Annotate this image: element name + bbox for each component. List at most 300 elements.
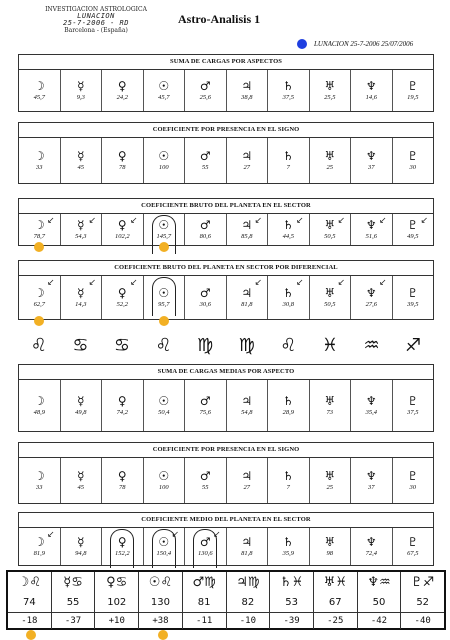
table-cell	[227, 380, 269, 431]
circled-mark	[152, 277, 176, 316]
table-cell	[185, 70, 227, 111]
planet-glyph-icon: ☉	[158, 535, 170, 549]
document-page	[4, 2, 444, 638]
table-cell	[185, 138, 227, 183]
table-cell	[102, 276, 144, 319]
arrow-mark-icon: ↙	[129, 216, 138, 226]
arrow-mark-icon: ↙	[420, 216, 428, 226]
planet-value: 9,3	[76, 94, 85, 101]
planet-glyph-icon: ♄	[282, 469, 294, 483]
planet-value: 28,9	[282, 409, 294, 416]
planet-glyph-icon: ♀	[117, 218, 127, 232]
planet-value: 78	[119, 164, 126, 171]
planet-glyph-icon: ☽	[33, 286, 45, 300]
hand-glyph-cell: ♆♒	[358, 572, 402, 592]
planet-glyph-icon: ♃	[241, 79, 253, 93]
hand-value-cell: 55	[52, 592, 96, 612]
table-row	[19, 70, 433, 111]
planet-glyph-icon: ♅	[324, 535, 336, 549]
table-cell	[393, 138, 434, 183]
table-cell	[393, 276, 434, 319]
planet-glyph-icon: ☉	[158, 394, 170, 408]
lunation-date: LUNACION 25-7-2006 25/07/2006	[314, 40, 414, 48]
hand-value-cell: 53	[270, 592, 314, 612]
planet-value: 7	[286, 164, 290, 171]
planet-value: 39,5	[407, 301, 419, 308]
planet-value: 50,5	[324, 301, 336, 308]
table-title: COEFICIENTE POR PRESENCIA EN EL SIGNO	[19, 443, 433, 458]
planet-value: 37	[368, 164, 375, 171]
planet-table-2	[18, 122, 434, 184]
hand-diff-cell: -39	[270, 613, 314, 629]
hand-diff-cell: -25	[314, 613, 358, 629]
table-cell	[351, 70, 393, 111]
table-row	[19, 380, 433, 431]
arrow-mark-icon: ↙	[337, 278, 345, 288]
planet-glyph-icon: ♀	[117, 286, 127, 300]
table-cell	[144, 70, 186, 111]
planet-table-5	[18, 364, 434, 432]
planet-value: 49,5	[407, 233, 419, 240]
yellow-marker-dot	[34, 316, 44, 326]
planet-glyph-icon: ♇	[407, 79, 419, 93]
planet-glyph-icon: ☿	[77, 469, 85, 483]
planet-glyph-icon: ☉	[158, 79, 170, 93]
table-cell	[61, 458, 103, 503]
planet-glyph-icon: ☽	[33, 535, 45, 549]
planet-table-4	[18, 260, 434, 320]
planet-table-1	[18, 54, 434, 112]
planet-glyph-icon: ♂	[199, 149, 211, 163]
planet-value: 45,7	[158, 94, 170, 101]
planet-glyph-icon: ☿	[77, 535, 85, 549]
planet-table-6	[18, 442, 434, 504]
hand-glyph-cell: ♀♋	[95, 572, 139, 592]
planet-value: 35,4	[365, 409, 377, 416]
yellow-marker-dot	[159, 316, 169, 326]
planet-glyph-icon: ♆	[365, 394, 377, 408]
table-cell	[351, 214, 393, 245]
zodiac-sign-icon: ♋	[113, 334, 131, 356]
hand-diff-cell: -40	[414, 616, 431, 626]
planet-value: 25	[326, 484, 333, 491]
planet-glyph-icon: ♄	[282, 286, 294, 300]
table-cell	[268, 276, 310, 319]
arrow-mark-icon: ↙	[46, 278, 55, 288]
planet-glyph-icon: ♂	[199, 535, 211, 549]
table-cell	[19, 380, 61, 431]
planet-value: 81,8	[241, 550, 253, 557]
planet-glyph-icon: ♅	[324, 286, 336, 300]
planet-value: 81,9	[33, 550, 45, 557]
planet-glyph-icon: ♀	[117, 469, 127, 483]
table-cell	[61, 214, 103, 245]
planet-value: 150,4	[156, 550, 172, 557]
planet-table-3	[18, 198, 434, 246]
hand-glyph-cell: ♃♍	[227, 572, 271, 592]
table-cell	[227, 70, 269, 111]
zodiac-sign-icon: ♌	[30, 334, 47, 356]
planet-value: 49,8	[75, 409, 87, 416]
planet-value: 130,6	[197, 550, 213, 557]
planet-glyph-icon: ♆	[365, 535, 377, 549]
table-cell	[185, 528, 227, 565]
table-cell	[144, 380, 186, 431]
table-cell	[351, 458, 393, 503]
planet-glyph-icon: ♂	[199, 218, 211, 232]
planet-table-7	[18, 512, 434, 566]
planet-value: 98	[326, 550, 333, 557]
planet-glyph-icon: ♄	[282, 149, 294, 163]
planet-value: 44,5	[282, 233, 294, 240]
table-cell	[310, 458, 352, 503]
table-row	[19, 276, 433, 319]
table-cell	[61, 138, 103, 183]
table-cell	[227, 138, 269, 183]
table-title: COEFICIENTE BRUTO DEL PLANETA EN SECTOR POR DIFERENCIAL	[19, 261, 433, 276]
arrow-mark-icon: ↙	[254, 216, 262, 226]
planet-value: 37	[368, 484, 375, 491]
planet-glyph-icon: ☉	[158, 286, 170, 300]
planet-value: 72,4	[365, 550, 377, 557]
planet-glyph-icon: ♃	[241, 394, 253, 408]
hand-glyph-cell: ♄♓	[270, 572, 314, 592]
planet-value: 52,2	[116, 301, 128, 308]
planet-glyph-icon: ♆	[365, 286, 377, 300]
planet-value: 33	[36, 484, 43, 491]
hand-glyph-cell: ☿♋	[52, 572, 96, 592]
arrow-mark-icon: ↙	[88, 216, 96, 226]
planet-glyph-icon: ♅	[324, 469, 336, 483]
planet-value: 78,7	[33, 233, 45, 240]
hand-value-cell: 82	[227, 592, 271, 612]
planet-value: 33	[36, 164, 43, 171]
planet-value: 54,8	[241, 409, 253, 416]
arrow-mark-icon: ↙	[212, 530, 221, 540]
hand-value-cell: 74	[8, 592, 52, 612]
planet-value: 100	[158, 164, 169, 171]
table-title: SUMA DE CARGAS POR ASPECTOS	[19, 55, 433, 70]
arrow-mark-icon: ↙	[295, 216, 304, 226]
table-row	[19, 138, 433, 183]
table-cell	[227, 276, 269, 319]
stamp-line-1: INVESTIGACION ASTROLOGICA	[45, 6, 147, 13]
yellow-marker-dot	[159, 242, 169, 252]
planet-value: 14,6	[365, 94, 377, 101]
planet-value: 24,2	[116, 94, 128, 101]
planet-value: 38,8	[241, 94, 253, 101]
stamp-line-3: 25-7-2006 - RD	[62, 19, 129, 27]
hand-value-cell: 81	[183, 592, 227, 612]
planet-value: 67,5	[407, 550, 419, 557]
table-row	[19, 214, 433, 245]
planet-value: 95,7	[158, 301, 170, 308]
planet-glyph-icon: ♇	[407, 149, 419, 163]
table-cell	[102, 214, 144, 245]
table-cell	[185, 214, 227, 245]
hand-value-cell: 102	[95, 592, 139, 612]
planet-glyph-icon: ☿	[77, 286, 85, 300]
planet-glyph-icon: ♆	[365, 79, 377, 93]
table-cell	[393, 214, 434, 245]
header-stamp	[36, 6, 156, 34]
planet-value: 25,6	[199, 94, 211, 101]
planet-glyph-icon: ♅	[324, 149, 336, 163]
table-cell	[227, 458, 269, 503]
planet-glyph-icon: ☽	[33, 218, 45, 232]
zodiac-sign-icon: ♍	[197, 334, 214, 356]
arrow-mark-icon: ↙	[337, 216, 345, 226]
planet-value: 51,6	[365, 233, 377, 240]
table-cell	[19, 528, 61, 565]
planet-value: 62,7	[33, 301, 45, 308]
planet-glyph-icon: ♂	[199, 79, 211, 93]
stamp-line-4: Barcelona - (España)	[64, 27, 128, 34]
planet-glyph-icon: ☿	[77, 394, 85, 408]
hand-value-cell: 50	[358, 592, 402, 612]
page-title: Astro-Analisis 1	[178, 12, 261, 26]
table-title: COEFICIENTE MEDIO DEL PLANETA EN EL SECTOR	[19, 513, 433, 528]
planet-glyph-icon: ♄	[282, 218, 294, 232]
planet-value: 100	[158, 484, 169, 491]
table-cell	[102, 138, 144, 183]
planet-value: 81,8	[241, 301, 253, 308]
planet-value: 27	[243, 484, 250, 491]
planet-glyph-icon: ☽	[33, 149, 45, 163]
table-cell	[102, 380, 144, 431]
planet-glyph-icon: ♇	[407, 286, 419, 300]
planet-glyph-icon: ☉	[158, 218, 170, 232]
planet-value: 14,3	[75, 301, 87, 308]
planet-value: 35,9	[282, 550, 294, 557]
planet-glyph-icon: ♃	[241, 218, 253, 232]
planet-glyph-icon: ☽	[33, 79, 45, 93]
planet-value: 25,5	[324, 94, 336, 101]
hand-diff-row	[8, 613, 444, 629]
circled-mark	[110, 529, 134, 568]
planet-glyph-icon: ♇	[407, 394, 419, 408]
planet-value: 48,9	[33, 409, 45, 416]
planet-glyph-icon: ♆	[365, 469, 377, 483]
table-cell	[61, 70, 103, 111]
arrow-mark-icon: ↙	[254, 278, 262, 288]
blue-marker-dot	[297, 39, 307, 49]
table-cell	[102, 458, 144, 503]
planet-value: 19,5	[407, 94, 419, 101]
hand-value-cell: 67	[314, 592, 358, 612]
table-cell	[268, 70, 310, 111]
hand-value-row	[8, 592, 444, 613]
planet-glyph-icon: ☉	[158, 469, 170, 483]
table-cell	[185, 458, 227, 503]
planet-glyph-icon: ☿	[77, 79, 85, 93]
planet-value: 45,7	[33, 94, 45, 101]
planet-value: 94,8	[75, 550, 87, 557]
yellow-marker-dot	[34, 242, 44, 252]
table-cell	[393, 380, 434, 431]
planet-value: 73	[326, 409, 333, 416]
table-cell	[61, 380, 103, 431]
planet-value: 45	[77, 164, 84, 171]
hand-glyph-cell: ♂♍	[183, 572, 227, 592]
planet-value: 30	[409, 484, 416, 491]
table-cell	[268, 138, 310, 183]
table-cell	[393, 70, 434, 111]
hand-glyph-cell: ☽♌	[8, 572, 52, 592]
planet-value: 78	[119, 484, 126, 491]
planet-glyph-icon: ♀	[117, 149, 127, 163]
hand-glyph-cell: ♅♓	[314, 572, 358, 592]
table-cell	[268, 380, 310, 431]
planet-value: 80,6	[199, 233, 211, 240]
planet-glyph-icon: ♄	[282, 79, 294, 93]
table-cell	[268, 214, 310, 245]
hand-diff-cell: +10	[95, 613, 139, 629]
table-title: COEFICIENTE BRUTO DEL PLANETA EN EL SECTOR	[19, 199, 433, 214]
planet-glyph-icon: ☿	[77, 149, 85, 163]
hand-diff-cell: -18	[8, 613, 52, 629]
planet-glyph-icon: ♀	[117, 394, 127, 408]
table-cell	[19, 138, 61, 183]
planet-glyph-icon: ♃	[241, 286, 253, 300]
planet-value: 85,8	[241, 233, 253, 240]
arrow-mark-icon: ↙	[46, 216, 55, 226]
table-cell	[102, 70, 144, 111]
planet-glyph-icon: ♆	[365, 218, 377, 232]
planet-glyph-icon: ♃	[241, 469, 253, 483]
zodiac-sign-icon: ♋	[72, 334, 89, 356]
planet-value: 7	[286, 484, 290, 491]
planet-glyph-icon: ♀	[117, 79, 127, 93]
table-cell	[19, 276, 61, 319]
planet-value: 75,6	[199, 409, 211, 416]
table-cell	[351, 380, 393, 431]
table-title: COEFICIENTE POR PRESENCIA EN EL SIGNO	[19, 123, 433, 138]
table-cell	[144, 214, 186, 245]
planet-value: 27	[243, 164, 250, 171]
table-cell	[310, 380, 352, 431]
planet-value: 30,6	[199, 301, 211, 308]
table-cell	[144, 458, 186, 503]
hand-diff-cell: +38	[139, 613, 183, 629]
planet-glyph-icon: ☿	[77, 218, 85, 232]
planet-value: 152,2	[114, 550, 130, 557]
table-cell	[185, 276, 227, 319]
table-cell	[393, 528, 434, 565]
planet-value: 145,7	[156, 233, 172, 240]
planet-value: 30	[409, 164, 416, 171]
hand-glyph-cell: ☉♌	[139, 572, 183, 592]
zodiac-sign-icon: ♐	[405, 334, 422, 356]
planet-glyph-icon: ♀	[117, 535, 127, 549]
planet-value: 37,5	[282, 94, 294, 101]
planet-glyph-icon: ♇	[407, 535, 419, 549]
table-cell	[144, 276, 186, 319]
planet-value: 54,3	[75, 233, 87, 240]
table-cell	[310, 138, 352, 183]
planet-value: 30,8	[282, 301, 294, 308]
planet-glyph-icon: ♇	[407, 218, 419, 232]
table-cell	[144, 138, 186, 183]
hand-glyph-cell: ♇♐	[411, 574, 435, 590]
zodiac-sign-icon: ♍	[238, 334, 255, 356]
planet-glyph-icon: ♂	[199, 469, 211, 483]
zodiac-sign-icon: ♒	[363, 334, 380, 356]
hand-glyph-row	[8, 572, 444, 592]
planet-glyph-icon: ♇	[407, 469, 419, 483]
arrow-mark-icon: ↙	[378, 216, 387, 226]
table-cell	[19, 214, 61, 245]
table-cell	[351, 138, 393, 183]
arrow-mark-icon: ↙	[295, 278, 304, 288]
table-title: SUMA DE CARGAS MEDIAS POR ASPECTO	[19, 365, 433, 380]
planet-value: 45	[77, 484, 84, 491]
table-cell	[268, 528, 310, 565]
hand-value-cell: 52	[416, 596, 430, 608]
planet-glyph-icon: ♄	[282, 535, 294, 549]
planet-glyph-icon: ♃	[241, 149, 253, 163]
table-cell	[185, 380, 227, 431]
table-cell	[102, 528, 144, 565]
planet-value: 55	[202, 164, 209, 171]
planet-value: 74,2	[116, 409, 128, 416]
hand-diff-cell: -37	[52, 613, 96, 629]
planet-glyph-icon: ♆	[365, 149, 377, 163]
planet-glyph-icon: ♂	[199, 286, 211, 300]
planet-glyph-icon: ♃	[241, 535, 253, 549]
arrow-mark-icon: ↙	[88, 278, 96, 288]
yellow-marker-dot	[26, 630, 36, 640]
table-cell	[61, 276, 103, 319]
planet-glyph-icon: ♅	[324, 218, 336, 232]
table-cell	[393, 458, 434, 503]
zodiac-sign-row	[18, 330, 434, 360]
zodiac-sign-icon: ♌	[280, 334, 297, 356]
hand-diff-cell: -10	[227, 613, 271, 629]
planet-glyph-icon: ♂	[199, 394, 211, 408]
arrow-mark-icon: ↙	[46, 530, 55, 540]
arrow-mark-icon: ↙	[171, 530, 179, 540]
table-cell	[310, 276, 352, 319]
table-cell	[227, 528, 269, 565]
planet-value: 50,4	[158, 409, 170, 416]
table-cell	[310, 214, 352, 245]
planet-glyph-icon: ♅	[324, 394, 336, 408]
table-row	[19, 528, 433, 565]
hand-diff-cell: -11	[183, 613, 227, 629]
stamp-line-2: LUNACION	[77, 12, 115, 20]
zodiac-sign-icon: ♌	[155, 334, 172, 356]
arrow-mark-icon: ↙	[129, 278, 138, 288]
table-cell	[61, 528, 103, 565]
planet-value: 37,5	[407, 409, 419, 416]
hand-diff-cell: -42	[358, 613, 402, 629]
planet-glyph-icon: ♅	[324, 79, 336, 93]
planet-glyph-icon: ☽	[33, 394, 45, 408]
planet-value: 27,6	[365, 301, 377, 308]
table-cell	[19, 458, 61, 503]
planet-glyph-icon: ☽	[33, 469, 45, 483]
planet-value: 25	[326, 164, 333, 171]
zodiac-sign-icon: ♓	[321, 334, 339, 356]
table-cell	[268, 458, 310, 503]
handwritten-summary-table	[6, 570, 446, 630]
table-cell	[227, 214, 269, 245]
planet-glyph-icon: ♄	[282, 394, 294, 408]
planet-value: 102,2	[114, 233, 130, 240]
planet-value: 55	[202, 484, 209, 491]
table-row	[19, 458, 433, 503]
